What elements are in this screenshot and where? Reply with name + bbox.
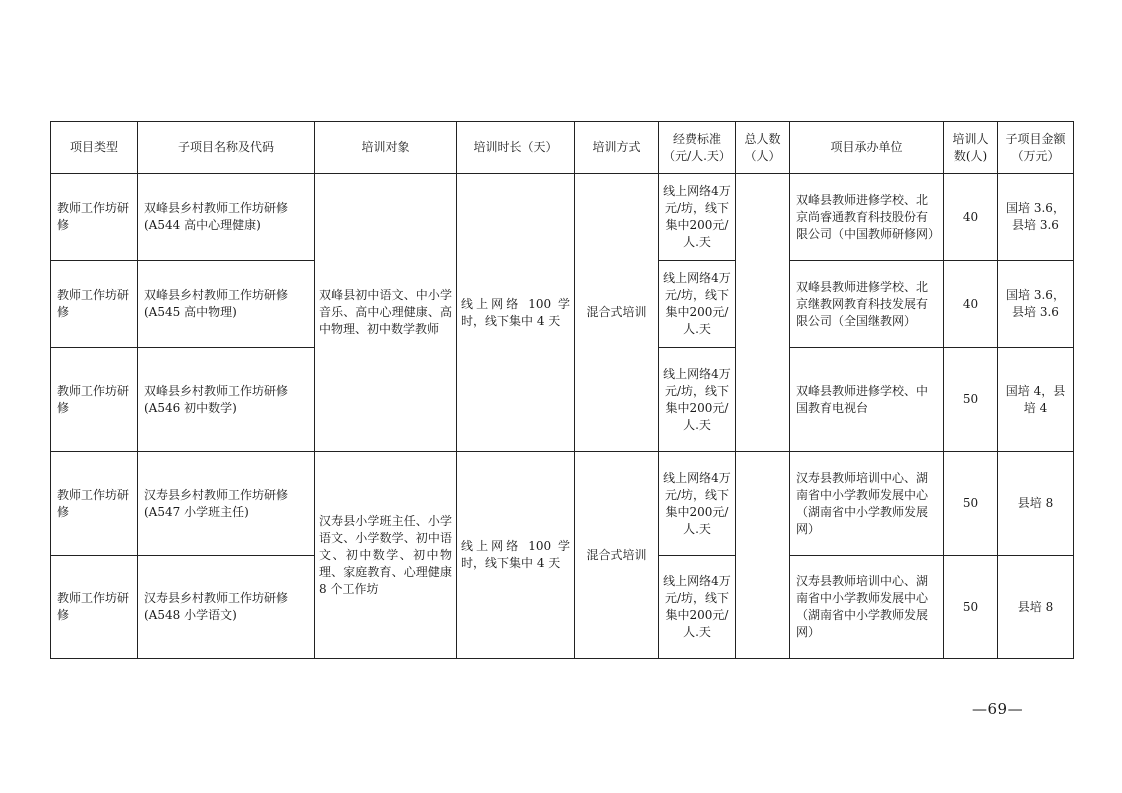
header-training-duration: 培训时长（天）	[457, 122, 575, 174]
cell-subproject-name: 汉寿县乡村教师工作坊研修(A547 小学班主任)	[138, 452, 315, 556]
header-organizer: 项目承办单位	[790, 122, 944, 174]
header-subproject-amount: 子项目金额（万元）	[998, 122, 1074, 174]
training-projects-table	[50, 121, 1074, 659]
cell-trainee-count: 50	[944, 348, 998, 452]
cell-project-type: 教师工作坊研修	[51, 174, 138, 261]
cell-subproject-amount: 国培 4，县培 4	[998, 348, 1074, 452]
cell-fee-standard: 线上网络4万元/坊，线下集中200元/人.天	[659, 556, 736, 659]
header-trainee-count: 培训人数(人)	[944, 122, 998, 174]
table-header-row	[51, 122, 1074, 174]
cell-organizer: 汉寿县教师培训中心、湖南省中小学教师发展中心（湖南省中小学教师发展网）	[790, 556, 944, 659]
cell-project-type: 教师工作坊研修	[51, 348, 138, 452]
header-training-target: 培训对象	[315, 122, 457, 174]
header-training-method: 培训方式	[575, 122, 659, 174]
cell-subproject-amount: 国培 3.6，县培 3.6	[998, 174, 1074, 261]
cell-training-method: 混合式培训	[575, 174, 659, 452]
page-number: —69—	[972, 700, 1024, 718]
cell-fee-standard: 线上网络4万元/坊，线下集中200元/人.天	[659, 452, 736, 556]
cell-training-duration: 线上网络 100 学时，线下集中 4 天	[457, 174, 575, 452]
header-fee-standard: 经费标准（元/人.天）	[659, 122, 736, 174]
table-row	[51, 452, 1074, 556]
cell-trainee-count: 50	[944, 556, 998, 659]
cell-fee-standard: 线上网络4万元/坊，线下集中200元/人.天	[659, 174, 736, 261]
cell-organizer: 双峰县教师进修学校、北京继教网教育科技发展有限公司（全国继教网）	[790, 261, 944, 348]
cell-organizer: 双峰县教师进修学校、北京尚睿通教育科技股份有限公司（中国教师研修网）	[790, 174, 944, 261]
cell-project-type: 教师工作坊研修	[51, 452, 138, 556]
cell-total-people	[736, 174, 790, 452]
cell-trainee-count: 40	[944, 261, 998, 348]
header-total-people: 总人数（人）	[736, 122, 790, 174]
cell-trainee-count: 40	[944, 174, 998, 261]
cell-total-people	[736, 452, 790, 659]
cell-training-target: 汉寿县小学班主任、小学语文、小学数学、初中语文、初中数学、初中物理、家庭教育、心理健康 8 个工作坊	[315, 452, 457, 659]
cell-fee-standard: 线上网络4万元/坊，线下集中200元/人.天	[659, 261, 736, 348]
cell-training-target: 双峰县初中语文、中小学音乐、高中心理健康、高中物理、初中数学教师	[315, 174, 457, 452]
cell-subproject-amount: 国培 3.6，县培 3.6	[998, 261, 1074, 348]
cell-fee-standard: 线上网络4万元/坊，线下集中200元/人.天	[659, 348, 736, 452]
header-subproject-name: 子项目名称及代码	[138, 122, 315, 174]
cell-subproject-amount: 县培 8	[998, 452, 1074, 556]
cell-subproject-name: 双峰县乡村教师工作坊研修(A546 初中数学)	[138, 348, 315, 452]
cell-subproject-name: 双峰县乡村教师工作坊研修(A545 高中物理)	[138, 261, 315, 348]
cell-subproject-name: 双峰县乡村教师工作坊研修(A544 高中心理健康)	[138, 174, 315, 261]
cell-project-type: 教师工作坊研修	[51, 556, 138, 659]
header-project-type: 项目类型	[51, 122, 138, 174]
cell-training-duration: 线上网络 100 学时，线下集中 4 天	[457, 452, 575, 659]
cell-subproject-amount: 县培 8	[998, 556, 1074, 659]
cell-training-method: 混合式培训	[575, 452, 659, 659]
cell-organizer: 汉寿县教师培训中心、湖南省中小学教师发展中心（湖南省中小学教师发展网）	[790, 452, 944, 556]
cell-subproject-name: 汉寿县乡村教师工作坊研修(A548 小学语文)	[138, 556, 315, 659]
table-row	[51, 174, 1074, 261]
cell-organizer: 双峰县教师进修学校、中国教育电视台	[790, 348, 944, 452]
cell-project-type: 教师工作坊研修	[51, 261, 138, 348]
cell-trainee-count: 50	[944, 452, 998, 556]
